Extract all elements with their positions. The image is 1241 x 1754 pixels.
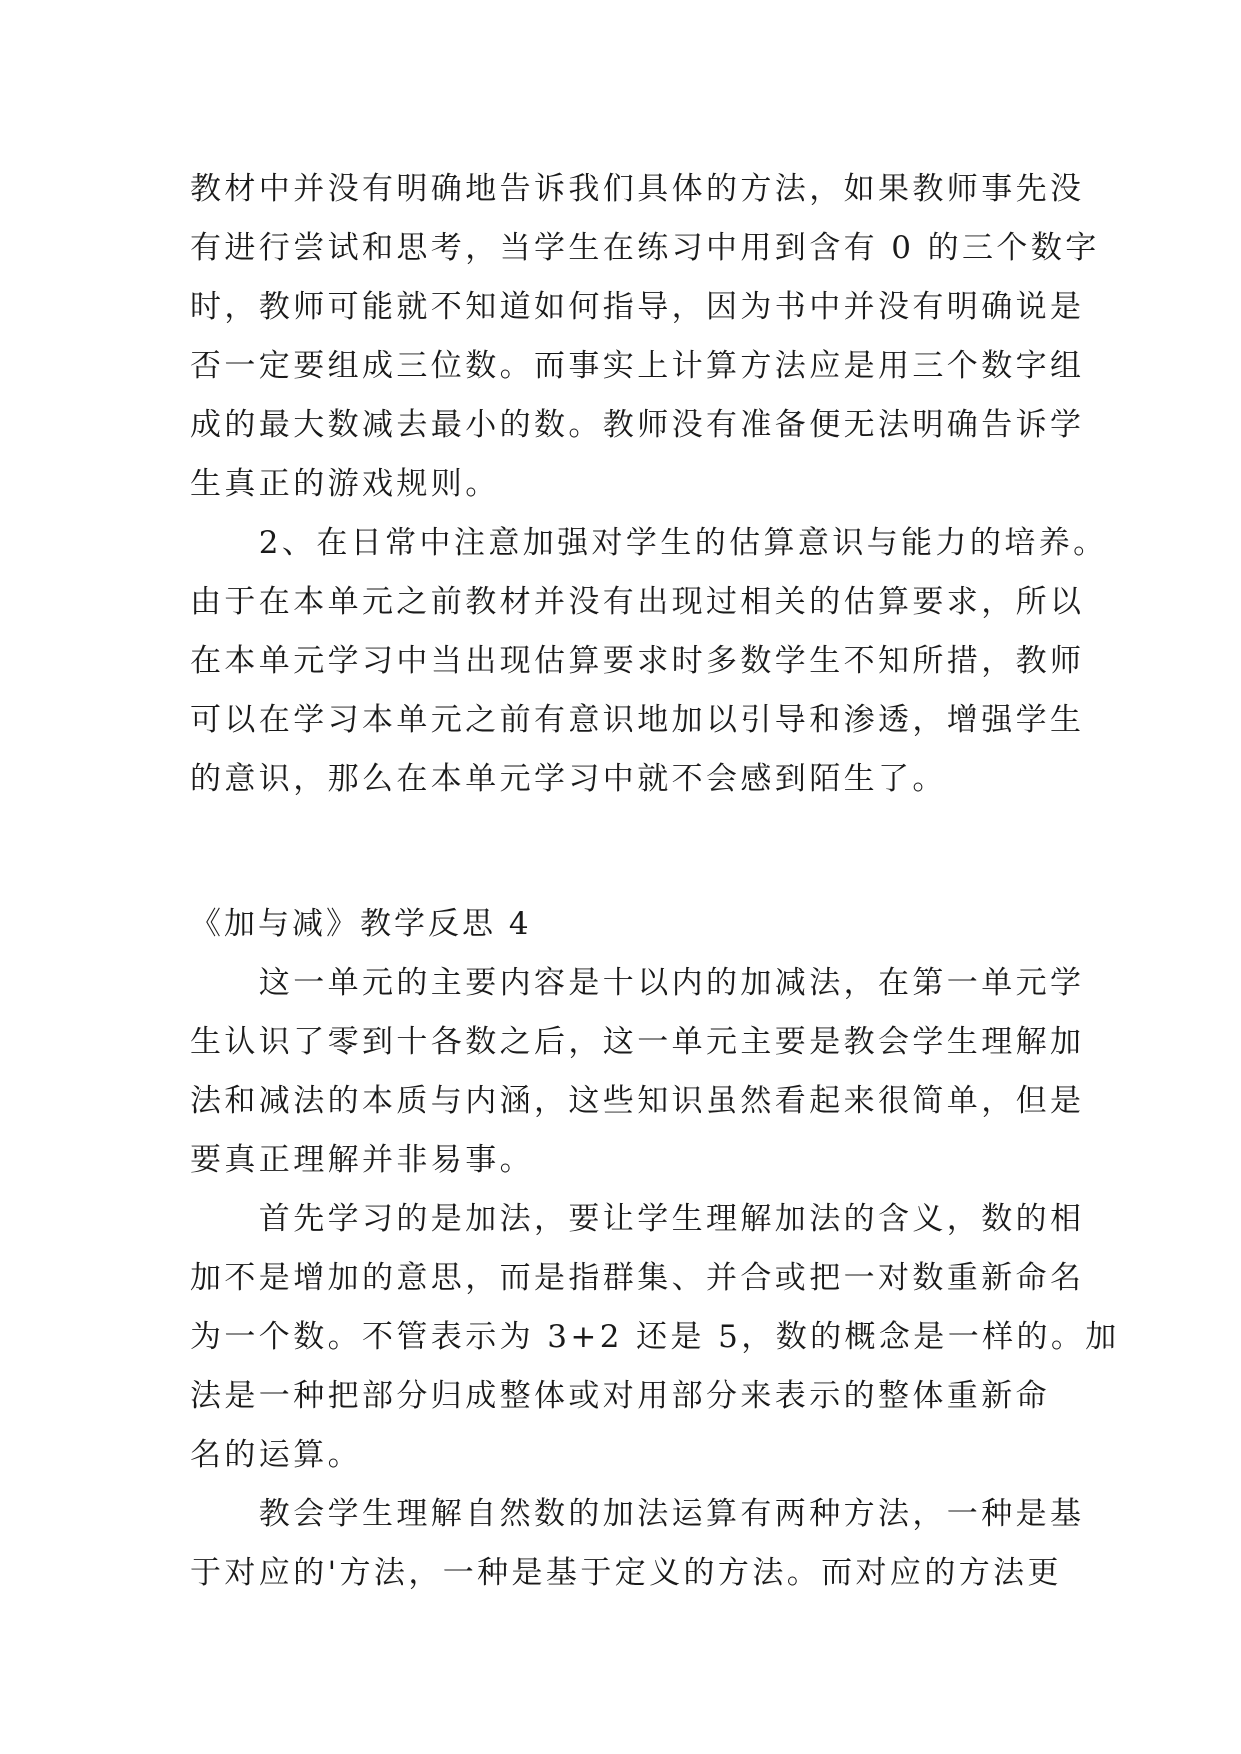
paragraph (190, 160, 1100, 514)
text-line: 教会学生理解自然数的加法运算有两种方法，一种是基 (190, 1496, 1085, 1532)
text-line: 法和减法的本质与内涵，这些知识虽然看起来很简单，但是 (190, 1083, 1085, 1119)
text-line: 成的最大数减去最小的数。教师没有准备便无法明确告诉学 (190, 407, 1085, 443)
text-line: 在本单元学习中当出现估算要求时多数学生不知所措，教师 (190, 643, 1085, 679)
text-line: 2、在日常中注意加强对学生的估算意识与能力的培养。 (190, 525, 1108, 561)
text-line: 法是一种把部分归成整体或对用部分来表示的整体重新命 (190, 1378, 1050, 1414)
paragraph (190, 514, 1108, 809)
paragraph (190, 1485, 1085, 1603)
text-line: 由于在本单元之前教材并没有出现过相关的估算要求，所以 (190, 584, 1085, 620)
text-line: 这一单元的主要内容是十以内的加减法，在第一单元学 (190, 965, 1085, 1001)
section-heading: 《加与减》教学反思 4 (190, 906, 532, 942)
text-line: 教材中并没有明确地告诉我们具体的方法，如果教师事先没 (190, 171, 1085, 207)
text-line: 否一定要组成三位数。而事实上计算方法应是用三个数字组 (190, 348, 1085, 384)
text-line: 首先学习的是加法，要让学生理解加法的含义，数的相 (190, 1201, 1085, 1237)
text-line: 的意识，那么在本单元学习中就不会感到陌生了。 (190, 761, 947, 797)
text-line: 生真正的游戏规则。 (190, 466, 500, 502)
text-line: 加不是增加的意思，而是指群集、并合或把一对数重新命名 (190, 1260, 1085, 1296)
text-line: 可以在学习本单元之前有意识地加以引导和渗透，增强学生 (190, 702, 1085, 738)
text-line: 为一个数。不管表示为 3+2 还是 5，数的概念是一样的。加 (190, 1319, 1120, 1355)
text-line: 有进行尝试和思考，当学生在练习中用到含有 0 的三个数字 (190, 230, 1100, 266)
paragraph (190, 954, 1085, 1190)
text-line: 生认识了零到十各数之后，这一单元主要是教会学生理解加 (190, 1024, 1085, 1060)
text-line: 时，教师可能就不知道如何指导，因为书中并没有明确说是 (190, 289, 1085, 325)
text-line: 于对应的'方法，一种是基于定义的方法。而对应的方法更 (190, 1555, 1062, 1591)
text-line: 要真正理解并非易事。 (190, 1142, 534, 1178)
paragraph (190, 1190, 1120, 1485)
text-line: 名的运算。 (190, 1437, 362, 1473)
